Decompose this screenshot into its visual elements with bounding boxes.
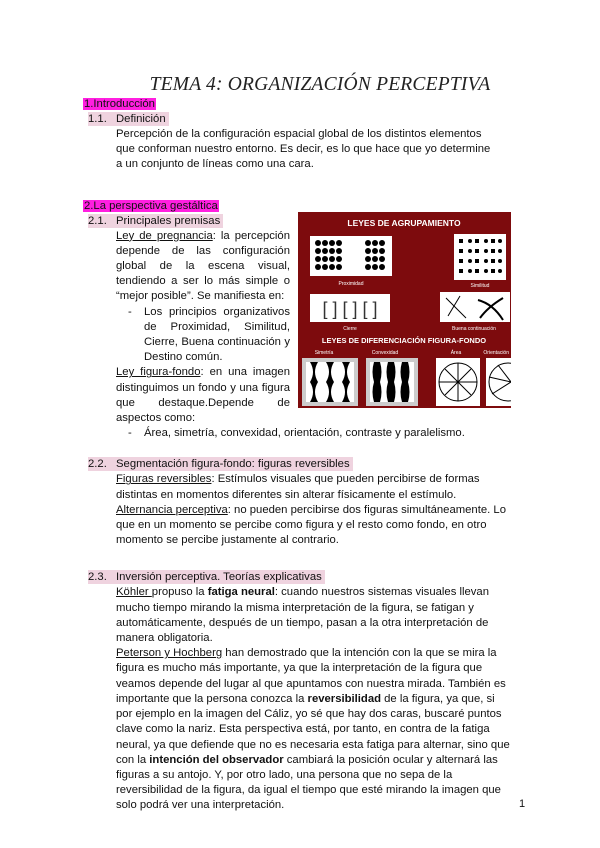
subsection-number: 2.2. [88, 458, 107, 471]
figure-title-figure-ground: LEYES DE DIFERENCIACIÓN FIGURA-FONDO [321, 336, 487, 345]
peterson-label: Peterson y Hochberg [116, 647, 223, 660]
subsection-highlight [88, 112, 169, 126]
area-wheel [439, 363, 477, 401]
label-proximidad: Proximidad [338, 281, 364, 287]
subsection-number: 1.1. [88, 113, 107, 125]
subsection-title: Segmentación figura-fondo: figuras reversibles [116, 458, 350, 471]
text-run: : cuando nuestros sistemas visuales llevan mucho tiempo mirando la misma interpretación de la figura, se fatigan y automáticamente, después de un tiempo, pasan a la otra interpretación de manera obligatoria. [116, 586, 489, 645]
text-run: cambiará la posición ocular y alternará las figuras a su antojo. Y, por otro lado, una persona que no sepa de la reversibilidad de la figura, da igual el tiempo que esté mirando la imagen que solo podrá ver una interpretación. [116, 753, 501, 812]
reversible-label: Figuras reversibles [116, 473, 212, 486]
subsection-heading-2-2 [88, 457, 523, 471]
alternation-text: : no pueden percibirse dos figuras simultáneamente. Lo que en un momento se percibe como figura y el resto como fondo, en otro momento se percibe justamente al contrario. [116, 503, 506, 547]
reversible-paragraph [116, 472, 508, 502]
bold-term: fatiga neural [207, 586, 275, 599]
bold-term: intención del observador [149, 753, 284, 766]
subsection-highlight [88, 570, 325, 584]
section-heading-text: 2.La perspectiva gestáltica [84, 199, 218, 212]
figura-fondo-list-item: - Área, simetría, convexidad, orientación, contraste y paralelismo. [116, 426, 524, 441]
kohler-paragraph [116, 585, 512, 646]
subsection-number: 2.1. [88, 214, 107, 227]
subsection-title: Inversión perceptiva. Teorías explicativas [116, 571, 322, 584]
subsection-highlight [88, 457, 353, 471]
pregnancia-label: Ley de pregnancia [116, 229, 213, 242]
label-area: Área [450, 350, 462, 356]
label-similitud: Similitud [470, 283, 490, 289]
peterson-paragraph [116, 646, 512, 813]
section-heading-2 [83, 199, 523, 213]
grouping-laws-figure [298, 212, 511, 408]
inversion-block [116, 585, 512, 813]
page-title: TEMA 4: ORGANIZACIÓN PERCEPTIVA [149, 74, 491, 95]
alternation-paragraph [116, 503, 508, 549]
label-orientacion: Orientación [483, 350, 509, 356]
bold-term: reversibilidad [307, 692, 382, 705]
text-run: han demostrado que la intención con la que se mira la figura es mucho más importante, ya que la interpretación de la figura que veamos depende del lugar al que apuntamos con nuestra mirada. También es importante que la persona conozca la [116, 647, 506, 705]
section-heading-text: 1.Introducción [84, 98, 155, 110]
subsection-number: 2.3. [88, 571, 107, 584]
figure-title-grouping: LEYES DE AGRUPAMIENTO [347, 218, 461, 228]
figure-illustration [298, 212, 511, 408]
pregnancia-text: : la percepción depende de las configuración global de la escena visual, tendiendo a ser lo más simple o “mejor posible”. Se manifiesta en: [116, 229, 290, 303]
label-buena-continuacion: Buena continuación [452, 326, 496, 332]
closure-brackets: [ ] [ ] [ ] [322, 299, 378, 319]
subsection-heading-2-3 [88, 570, 523, 584]
label-convexidad: Convexidad [371, 350, 399, 356]
pregnancia-paragraph [116, 229, 290, 305]
subsection-heading-1-1 [88, 112, 523, 126]
page-number: 1 [519, 798, 526, 810]
subsection-title: Principales premisas [116, 214, 221, 227]
premisas-column [116, 229, 290, 427]
document-body [83, 97, 526, 814]
figura-fondo-text: : en una imagen distinguimos un fondo y una figura que destaque.Depende de aspectos como: [116, 366, 290, 425]
kohler-label: Köhler [116, 586, 152, 599]
convexity-pattern [373, 362, 410, 402]
figura-fondo-paragraph [116, 365, 290, 426]
label-cierre: Cierre [343, 326, 357, 332]
reversible-figures-block [116, 472, 508, 548]
subsection-highlight [88, 214, 223, 228]
definition-text: Percepción de la configuración espacial global de los distintos elementos que conforman nuestro entorno. Es decir, es lo que hace que yo determine a un conjunto de líneas como una cara. [116, 128, 491, 171]
text-run: propuso la [151, 586, 208, 599]
text-run: de la figura, ya que, si por ejemplo en la imagen del Cáliz, yo sé que hay dos caras, buscaré puntos clave como la nariz. Esta perspectiva está, por tanto, en contra de la fatiga neural, ya que defiende que no es necesaria esta fatiga para alternar, sino que con la [116, 692, 510, 766]
figura-fondo-label: Ley figura-fondo [116, 366, 201, 379]
subsection-title: Definición [116, 113, 166, 125]
alternation-label: Alternancia perceptiva [116, 503, 228, 516]
reversible-text: : Estímulos visuales que pueden percibirse de formas distintas en momentos diferentes sin alterar físicamente el estímulo. [116, 473, 480, 501]
label-simetria: Simetría [314, 350, 334, 356]
section-heading-1 [83, 97, 523, 111]
pregnancia-list-item: - Los principios organizativos de Proximidad, Similitud, Cierre, Buena continuación y Destino común. [116, 305, 290, 366]
